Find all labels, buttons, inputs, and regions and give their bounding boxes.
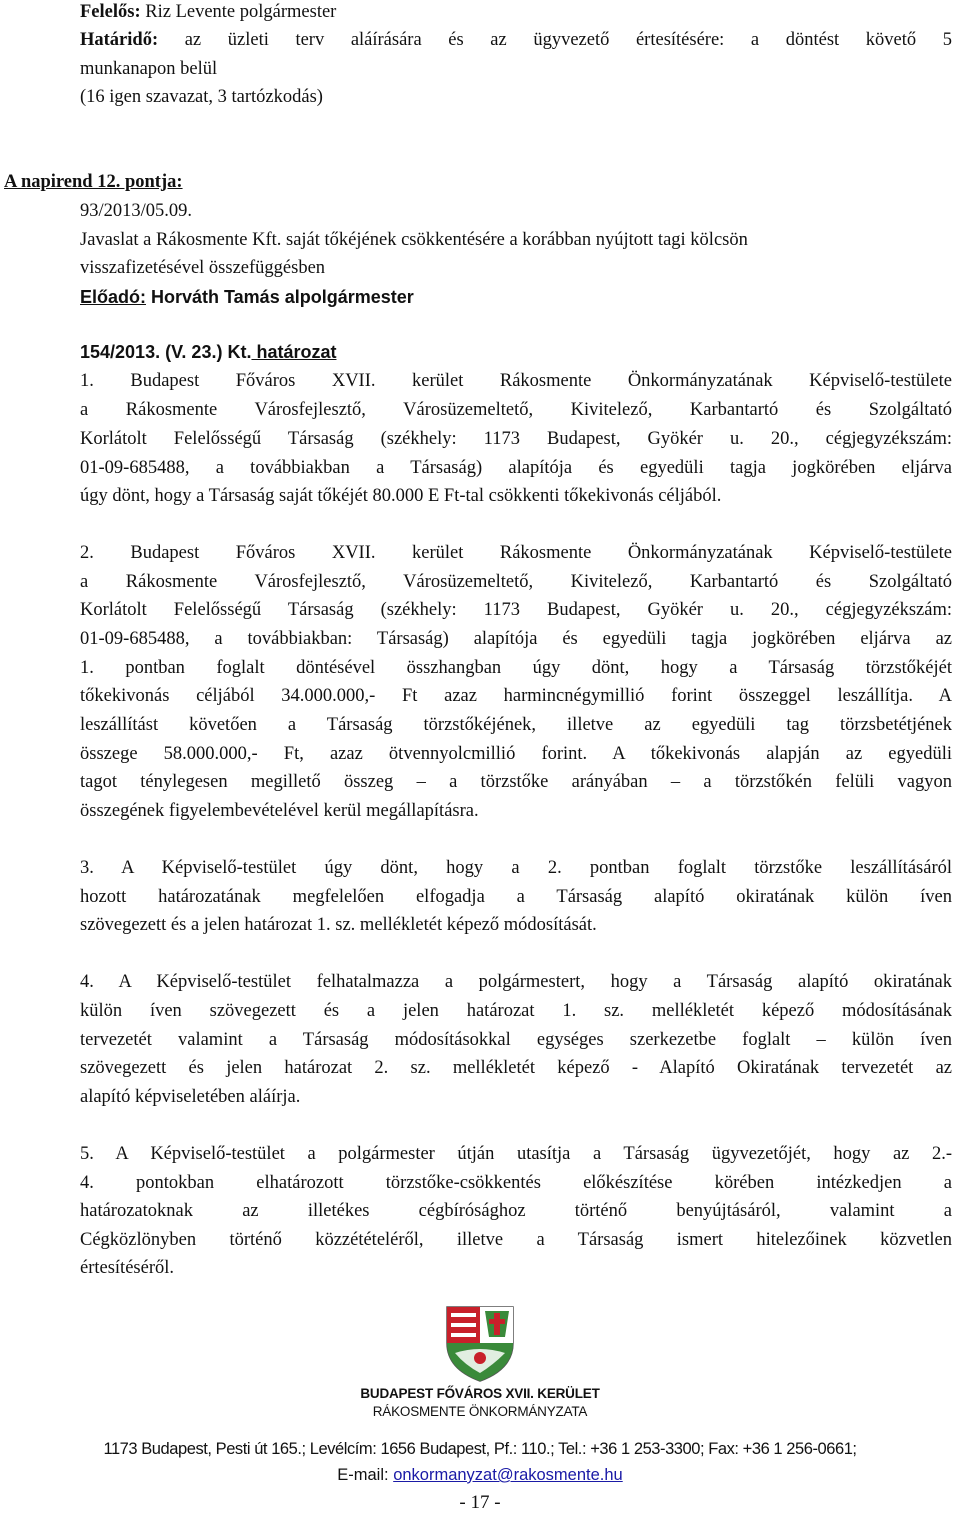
p1-line: 01-09-685488, a továbbiakban a Társaság) alapítója és egyedüli tagja jogkörében eljárva <box>80 458 952 478</box>
p1-line: a Rákosmente Városfejlesztő, Városüzemeltető, Kivitelező, Karbantartó és Szolgáltató <box>80 400 952 420</box>
email-label: E-mail: <box>337 1466 394 1484</box>
agenda-number: 93/2013/05.09. <box>80 201 193 221</box>
responsible-line <box>80 0 952 24</box>
deadline-line-2: munkanapon belül <box>80 59 218 79</box>
resolution-word: határozat <box>251 342 337 362</box>
resolution-number: 154/2013. (V. 23.) Kt. <box>80 342 252 362</box>
p4-line: szövegezett és jelen határozat 2. sz. mellékletét képező - Alapító Okiratának tervezetét az <box>80 1058 952 1078</box>
presenter-value: Horváth Tamás alpolgármester <box>146 287 414 307</box>
presenter-line <box>80 285 952 309</box>
deadline-label: Határidő: <box>80 30 159 50</box>
p2-line: Korlátolt Felelősségű Társaság (székhely: 1173 Budapest, Gyökér u. 20., cégjegyzékszám: <box>80 600 952 620</box>
deadline-value: az üzleti terv aláírására és az ügyvezető értesítésére: a döntést követő 5 <box>158 30 952 50</box>
p5-line: Cégközlönyben történő közzétételéről, illetve a Társaság ismert hitelezőinek közvetlen <box>80 1230 952 1250</box>
email-link[interactable]: onkormanyzat@rakosmente.hu <box>393 1466 623 1484</box>
p4-line: tervezetét valamint a Társaság módosításokkal egységes szerkezetbe foglalt – külön íven <box>80 1030 952 1050</box>
agenda-title-1: Javaslat a Rákosmente Kft. saját tőkéjének csökkentésére a korábban nyújtott tagi kölcsön <box>80 230 748 250</box>
footer-address: 1173 Budapest, Pesti út 165.; Levélcím: 1656 Budapest, Pf.: 110.; Tel.: +36 1 253-3300; Fax: +36 1 256-0661; <box>103 1440 857 1458</box>
p2-line: tagot ténylegesen megillető összeg – a törzstőke arányában – a törzstőkén felüli vagyon <box>80 772 952 792</box>
p2-line: tőkekivonás céljából 34.000.000,- Ft azaz harmincnégymillió forint összeggel leszállítja. A <box>80 686 952 706</box>
p3-line: hozott határozatának megfelelően elfogadja a Társaság alapító okiratának külön íven <box>80 887 952 907</box>
p5-line: értesítéséről. <box>80 1258 174 1278</box>
p2-line: a Rákosmente Városfejlesztő, Városüzemeltető, Kivitelező, Karbantartó és Szolgáltató <box>80 572 952 592</box>
p2-line: 01-09-685488, a továbbiakban: Társaság) alapítója és egyedüli tagja jogkörében eljárva az <box>80 629 952 649</box>
p5-line: 4. pontokban elhatározott törzstőke-csökkentés előkészítése körében intézkedjen a <box>80 1173 952 1193</box>
p5-line: 5. A Képviselő-testület a polgármester útján utasítja a Társaság ügyvezetőjét, hogy az 2.- <box>80 1144 952 1164</box>
p2-line: összege 58.000.000,- Ft, azaz ötvennyolcmillió forint. A tőkekivonás alapján az egyedüli <box>80 744 952 764</box>
p2-line: 2. Budapest Főváros XVII. kerület Rákosmente Önkormányzatának Képviselő-testülete <box>80 543 952 563</box>
p5-line: határozatoknak az illetékes cégbírósághoz történő benyújtásáról, valamint a <box>80 1201 952 1221</box>
p2-line: összegének figyelembevételével kerül megállapításra. <box>80 801 479 821</box>
footer-org-line-2: RÁKOSMENTE ÖNKORMÁNYZATA <box>372 1404 588 1419</box>
p4-line: külön íven szövegezett és a jelen határozat 1. sz. mellékletét képező módosításának <box>80 1001 952 1021</box>
footer-email-line <box>0 1466 960 1485</box>
p3-line: szövegezett és a jelen határozat 1. sz. mellékletét képező módosítását. <box>80 915 597 935</box>
agenda-title-2: visszafizetésével összefüggésben <box>80 258 326 278</box>
page-number: - 17 - <box>459 1492 501 1513</box>
resolution-heading <box>80 340 952 364</box>
p2-line: 1. pontban foglalt döntésével összhangban úgy dönt, hogy a Társaság törzstőkéjét <box>80 658 952 678</box>
coat-of-arms-logo <box>443 1303 517 1383</box>
agenda-heading: A napirend 12. pontja: <box>4 172 183 192</box>
p2-line: leszállítást követően a Társaság törzstőkéjének, illetve az egyedüli tag törzsbetétjének <box>80 715 952 735</box>
presenter-label: Előadó: <box>80 287 146 307</box>
vote-result: (16 igen szavazat, 3 tartózkodás) <box>80 87 323 107</box>
p4-line: 4. A Képviselő-testület felhatalmazza a polgármestert, hogy a Társaság alapító okiratának <box>80 972 952 992</box>
footer-org-line-1: BUDAPEST FŐVÁROS XVII. KERÜLET <box>360 1386 600 1401</box>
p4-line: alapító képviseletében aláírja. <box>80 1087 301 1107</box>
p1-line: Korlátolt Felelősségű Társaság (székhely: 1173 Budapest, Gyökér u. 20., cégjegyzékszám: <box>80 429 952 449</box>
p1-line: úgy dönt, hogy a Társaság saját tőkéjét 80.000 E Ft-tal csökkenti tőkekivonás céljából. <box>80 486 722 506</box>
responsible-value: Riz Levente polgármester <box>140 2 337 22</box>
p1-line: 1. Budapest Főváros XVII. kerület Rákosmente Önkormányzatának Képviselő-testülete <box>80 371 952 391</box>
responsible-label: Felelős: <box>80 2 141 22</box>
p3-line: 3. A Képviselő-testület úgy dönt, hogy a 2. pontban foglalt törzstőke leszállításáról <box>80 858 952 878</box>
deadline-line <box>80 28 952 52</box>
